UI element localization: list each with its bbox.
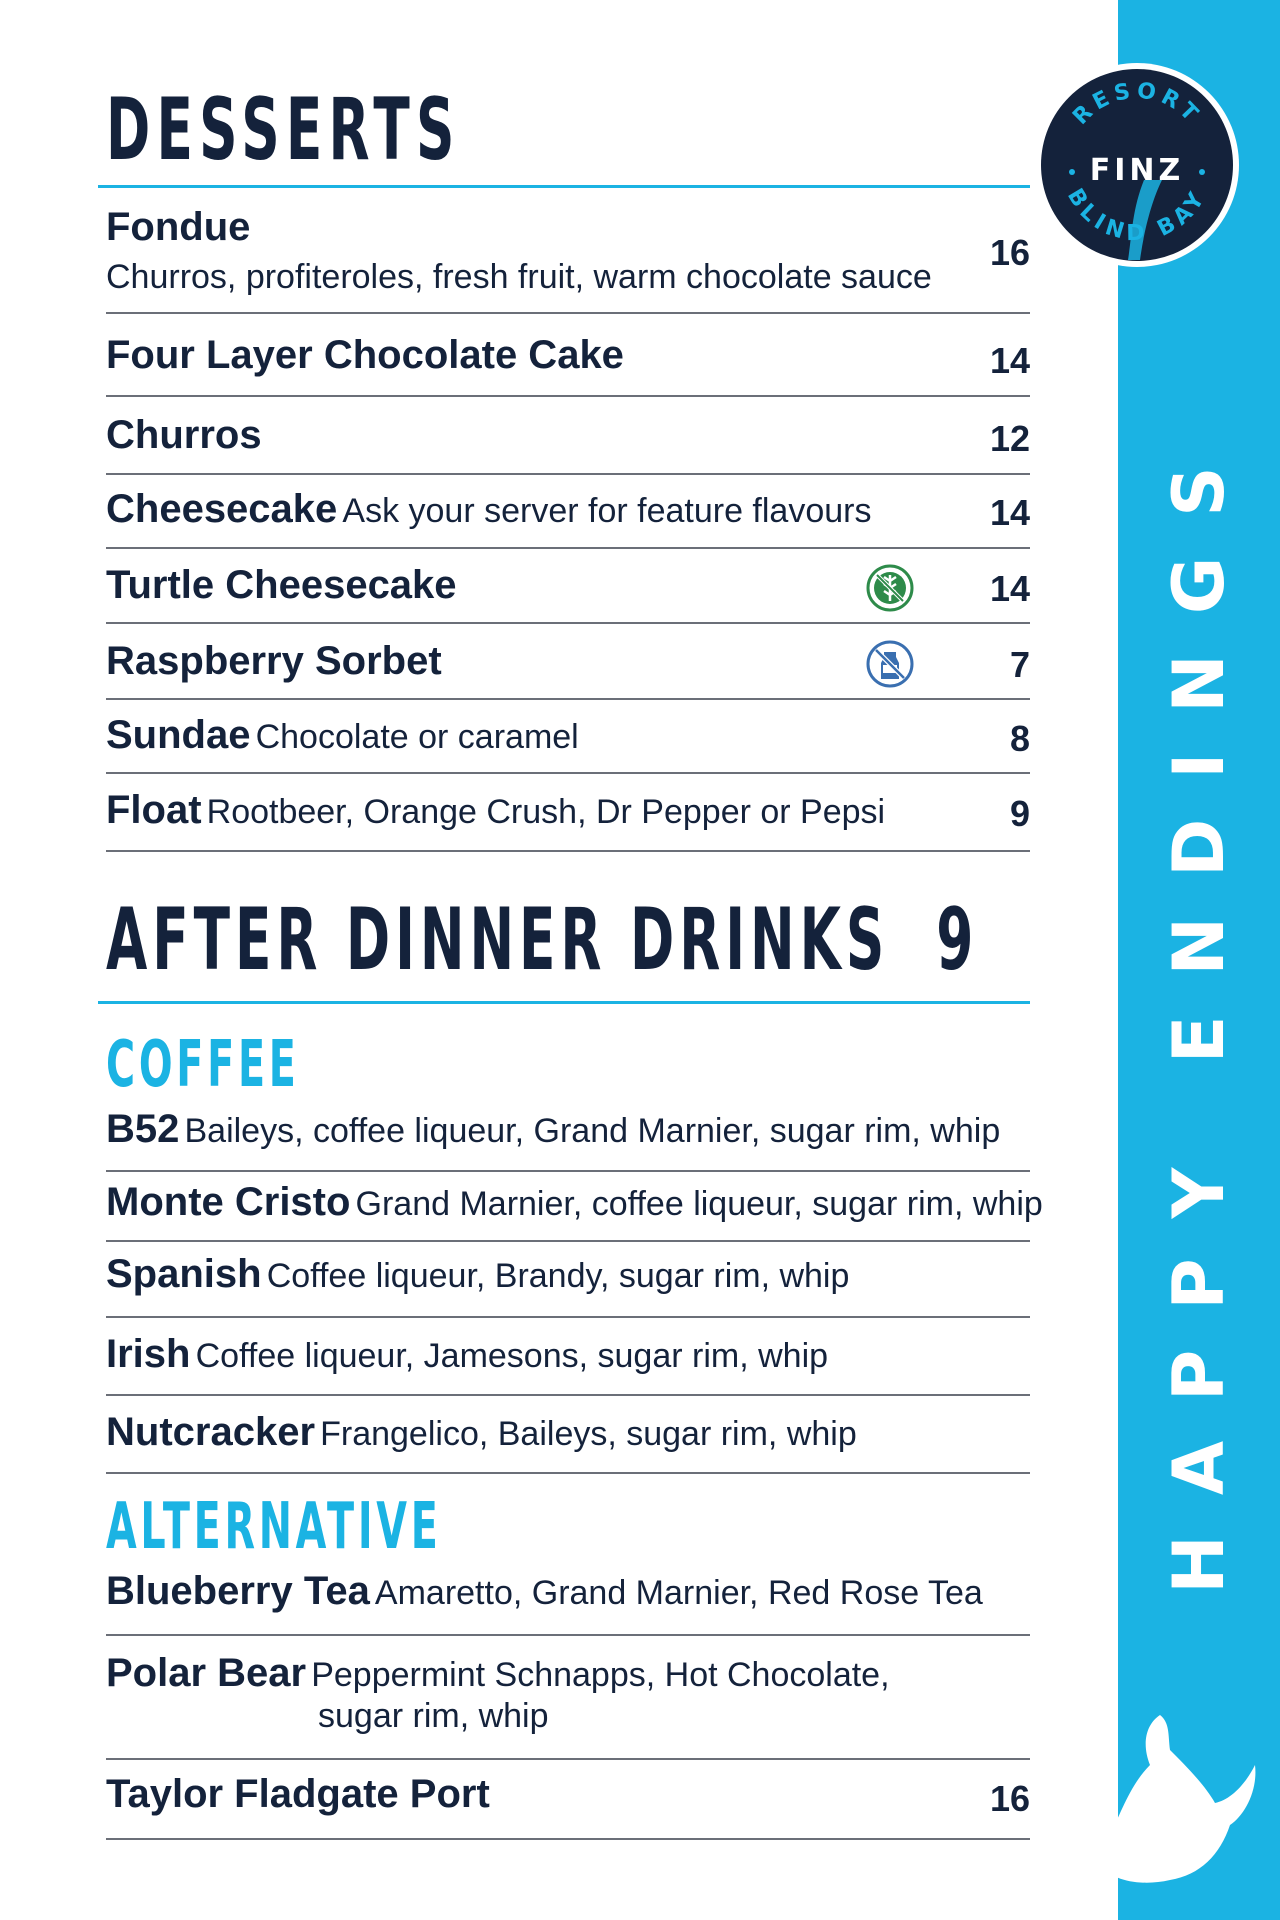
item-price: 7	[1009, 644, 1030, 685]
alt-item-blueberry-tea	[106, 1569, 983, 1614]
row-divider	[106, 1758, 1030, 1760]
dessert-item-turtle-cheesecake	[106, 563, 457, 608]
desserts-heading: DESSERTS	[106, 80, 461, 180]
item-price: 8	[1009, 718, 1030, 759]
item-desc: Baileys, coffee liqueur, Grand Marnier, sugar rim, whip	[184, 1112, 1001, 1150]
dessert-item-churros	[106, 413, 262, 458]
row-divider	[106, 1240, 1030, 1242]
row-divider	[106, 1838, 1030, 1840]
row-divider	[106, 1170, 1030, 1172]
item-name: Fondue	[106, 205, 251, 249]
item-desc-line2: sugar rim, whip	[318, 1697, 549, 1735]
item-price: 9	[1009, 793, 1030, 834]
after-dinner-price: 9	[936, 890, 979, 990]
row-divider	[106, 1472, 1030, 1474]
item-desc: Rootbeer, Orange Crush, Dr Pepper or Pepsi	[206, 793, 886, 831]
row-divider	[106, 1394, 1030, 1396]
alternative-heading: ALTERNATIVE	[106, 1490, 442, 1564]
item-desc: Churros, profiteroles, fresh fruit, warm chocolate sauce	[106, 258, 932, 296]
logo-top-text: RESORT	[1068, 78, 1206, 130]
coffee-item-b52	[106, 1107, 1000, 1152]
dessert-item-sorbet	[106, 639, 442, 684]
gluten-free-icon	[865, 563, 915, 613]
desserts-divider	[98, 185, 1030, 188]
row-divider	[106, 698, 1030, 700]
dairy-free-icon	[865, 639, 915, 689]
whale-icon	[1050, 1705, 1262, 1890]
alt-item-polar-bear	[106, 1651, 890, 1696]
dessert-item-sundae	[106, 713, 579, 758]
row-divider	[106, 473, 1030, 475]
row-divider	[106, 850, 1030, 852]
coffee-item-irish	[106, 1332, 828, 1377]
item-name: Four Layer Chocolate Cake	[106, 333, 624, 377]
side-title: HAPPY ENDINGS	[1158, 426, 1240, 1594]
dessert-item-cake	[106, 333, 624, 378]
row-divider	[106, 547, 1030, 549]
item-name: B52	[106, 1107, 180, 1151]
item-price: 14	[989, 492, 1030, 533]
item-desc: Coffee liqueur, Jamesons, sugar rim, whip	[195, 1337, 829, 1375]
logo-center-text: FINZ	[1089, 153, 1185, 188]
coffee-item-nutcracker	[106, 1410, 857, 1455]
item-price: 14	[989, 568, 1030, 609]
item-price: 12	[989, 418, 1030, 459]
item-desc: Grand Marnier, coffee liqueur, sugar rim, whip	[355, 1185, 1043, 1223]
item-name: Monte Cristo	[106, 1180, 351, 1224]
alt-item-port	[106, 1772, 490, 1817]
dessert-item-float	[106, 788, 885, 833]
after-dinner-heading	[106, 890, 978, 990]
item-name: Sundae	[106, 713, 251, 757]
item-desc: Chocolate or caramel	[255, 718, 579, 756]
item-name: Taylor Fladgate Port	[106, 1772, 490, 1816]
item-name: Cheesecake	[106, 487, 338, 531]
item-name: Blueberry Tea	[106, 1569, 370, 1613]
coffee-item-spanish	[106, 1252, 849, 1297]
item-desc: Coffee liqueur, Brandy, sugar rim, whip	[266, 1257, 850, 1295]
item-name: Churros	[106, 413, 262, 457]
item-name: Turtle Cheesecake	[106, 563, 457, 607]
row-divider	[106, 772, 1030, 774]
item-price: 16	[989, 1778, 1030, 1819]
dessert-item-cheesecake	[106, 487, 871, 532]
item-desc: Frangelico, Baileys, sugar rim, whip	[320, 1415, 857, 1453]
item-name: Spanish	[106, 1252, 262, 1296]
item-price: 16	[989, 232, 1030, 273]
row-divider	[106, 622, 1030, 624]
item-name: Float	[106, 788, 202, 832]
coffee-item-monte-cristo	[106, 1180, 1043, 1225]
after-dinner-divider	[98, 1001, 1030, 1004]
row-divider	[106, 1634, 1030, 1636]
item-price: 14	[989, 340, 1030, 381]
item-name: Polar Bear	[106, 1651, 307, 1695]
item-name: Nutcracker	[106, 1410, 316, 1454]
dessert-item-fondue	[106, 205, 250, 250]
coffee-heading: COFFEE	[106, 1028, 300, 1102]
row-divider	[106, 395, 1030, 397]
item-name: Irish	[106, 1332, 191, 1376]
item-name: Raspberry Sorbet	[106, 639, 442, 683]
after-dinner-title: AFTER DINNER DRINKS	[106, 890, 890, 990]
item-desc: Ask your server for feature flavours	[342, 492, 872, 530]
finz-logo	[1032, 60, 1242, 270]
logo-bottom-text: BLIND BAY	[1061, 184, 1213, 247]
row-divider	[106, 312, 1030, 314]
item-desc: Peppermint Schnapps, Hot Chocolate,	[311, 1656, 890, 1694]
item-desc: Amaretto, Grand Marnier, Red Rose Tea	[374, 1574, 983, 1612]
row-divider	[106, 1316, 1030, 1318]
